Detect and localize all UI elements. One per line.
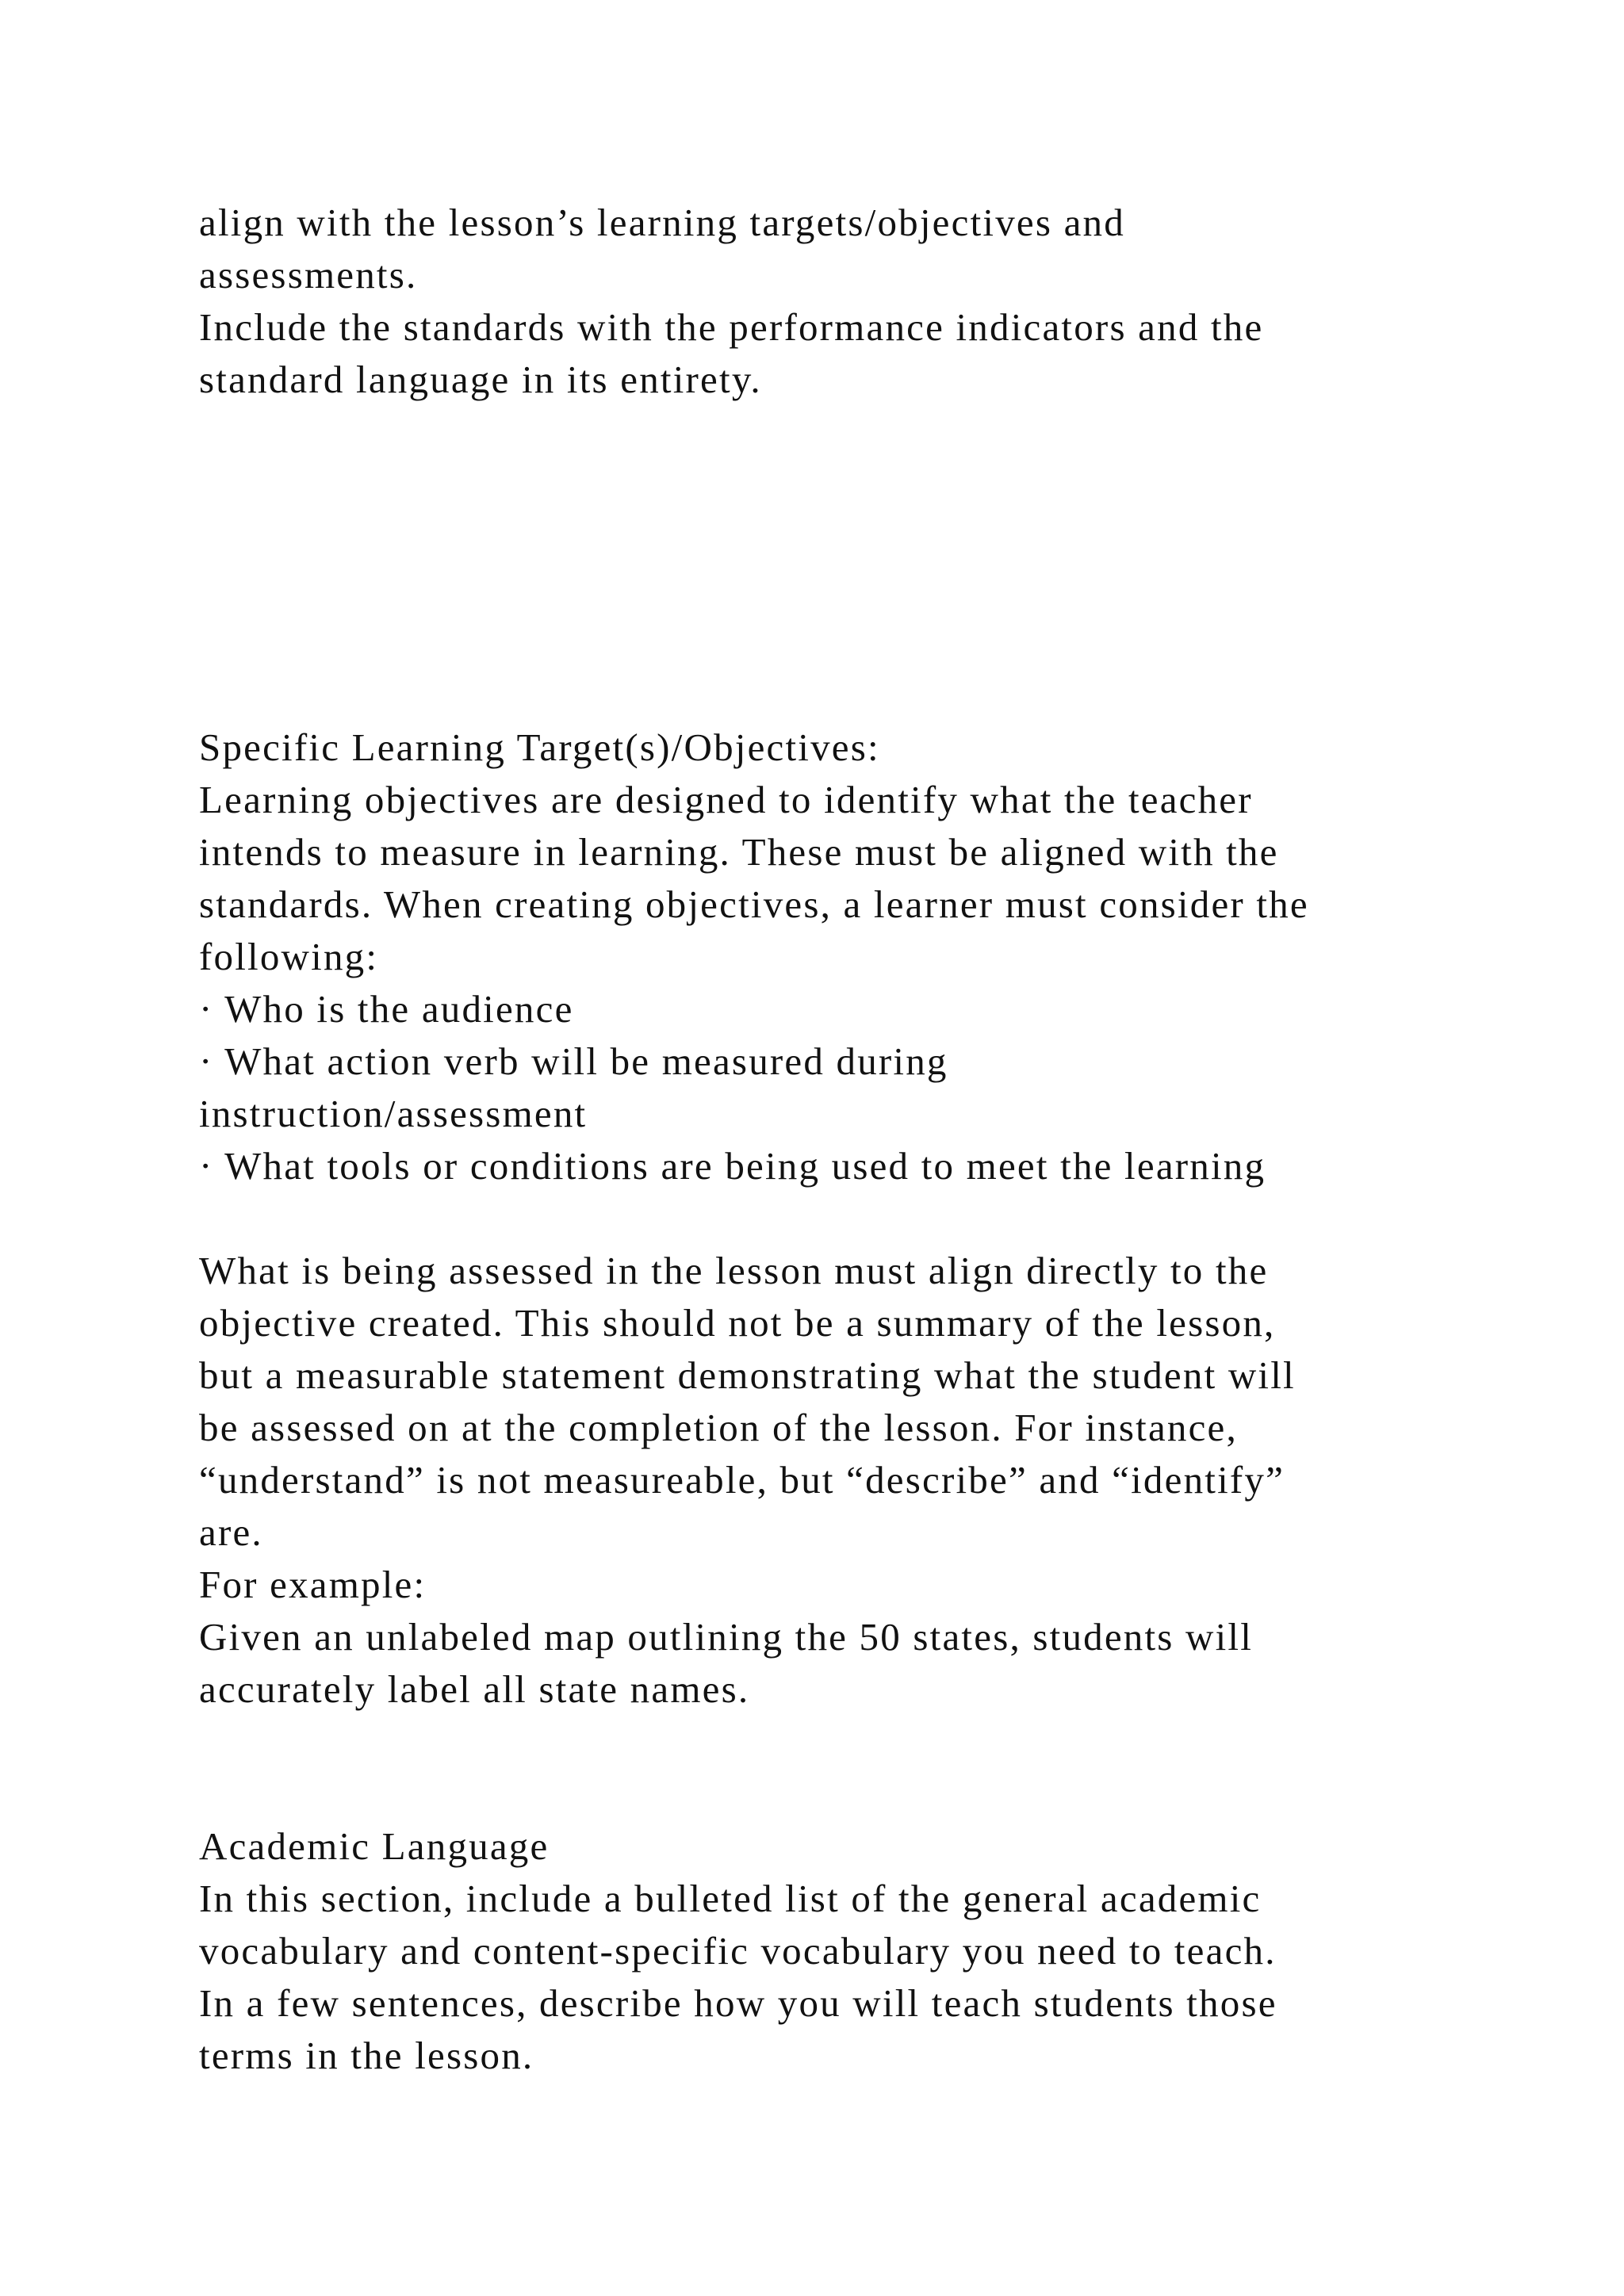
text-line: In a few sentences, describe how you will teach students those <box>199 1981 1277 2025</box>
text-line: assessments. <box>199 253 418 297</box>
bullet-item: · Who is the audience <box>199 987 574 1031</box>
text-line: are. <box>199 1510 263 1554</box>
text-line: be assessed on at the completion of the lesson. For instance, <box>199 1406 1238 1449</box>
section-heading-learning-targets: Specific Learning Target(s)/Objectives: <box>199 725 880 769</box>
text-line: vocabulary and content-specific vocabulary you need to teach. <box>199 1929 1277 1973</box>
text-line: terms in the lesson. <box>199 2034 534 2077</box>
text-line: following: <box>199 935 379 978</box>
text-line: intends to measure in learning. These must be aligned with the <box>199 830 1279 874</box>
text-line: standards. When creating objectives, a learner must consider the <box>199 882 1309 926</box>
bullet-item: · What tools or conditions are being used to meet the learning <box>199 1144 1266 1188</box>
text-line: For example: <box>199 1563 427 1606</box>
section-heading-academic-language: Academic Language <box>199 1824 550 1868</box>
text-line: “understand” is not measureable, but “describe” and “identify” <box>199 1458 1285 1502</box>
text-line: accurately label all state names. <box>199 1667 750 1711</box>
text-line: standard language in its entirety. <box>199 358 762 401</box>
bullet-item: · What action verb will be measured during <box>199 1039 948 1083</box>
text-line: but a measurable statement demonstrating what the student will <box>199 1353 1296 1397</box>
text-line: Learning objectives are designed to identify what the teacher <box>199 778 1253 821</box>
text-line: In this section, include a bulleted list of the general academic <box>199 1877 1262 1920</box>
text-line: objective created. This should not be a summary of the lesson, <box>199 1301 1276 1345</box>
text-line: align with the lesson’s learning targets/objectives and <box>199 201 1125 244</box>
text-line: Given an unlabeled map outlining the 50 states, students will <box>199 1615 1254 1659</box>
text-line: instruction/assessment <box>199 1092 588 1135</box>
text-line: Include the standards with the performance indicators and the <box>199 305 1264 349</box>
text-line: What is being assessed in the lesson must align directly to the <box>199 1249 1269 1292</box>
